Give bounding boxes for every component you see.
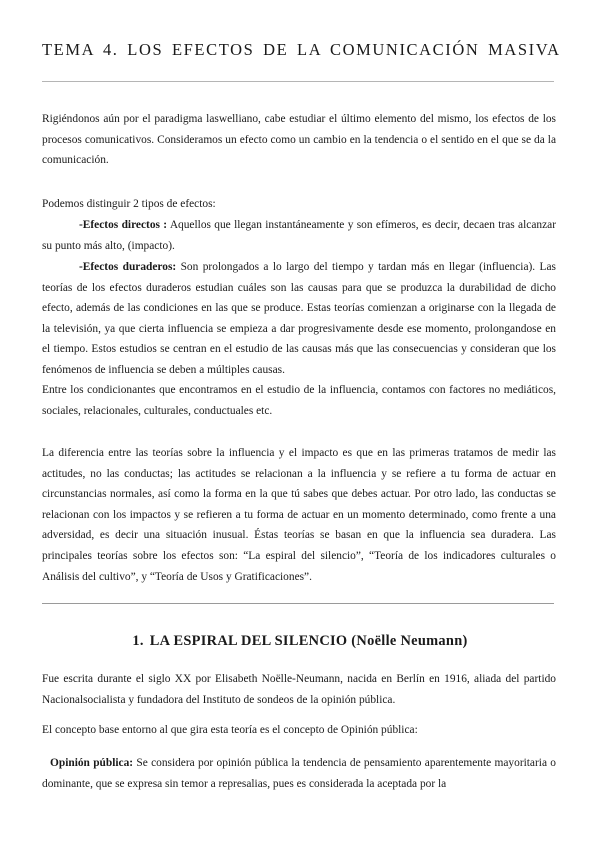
effect-types-intro: Podemos distinguir 2 tipos de efectos: — [42, 198, 216, 210]
section-paragraph-concept: El concepto base entorno al que gira esta teoría es el concepto de Opinión pública: — [42, 724, 418, 736]
opinion-text: Se considera por opinión pública la tendencia de pensamiento aparentemente mayoritaria o dominante, que se expresa sin temor a represalias, pues es considerada la aceptada por la — [42, 757, 557, 790]
difference-paragraph: La diferencia entre las teorías sobre la influencia y el impacto es que en las primeras tratamos de medir las actitudes, no las conductas; las actitudes se relacionan a la influencia y se refiere a tu forma de actuar en circunstancias normales, así como la forma en la que tú sabes que debes actuar. Por otro lado, las conductas se relacionan con los impactos y se refieren a tu forma de actuar en un momento determinado, como frente a una adversidad, es decir una situación inusual. Éstas teorías se basan en que la influencia sea duradera. Las principales teorías sobre los efectos son: “La espiral del silencio”, “Teoría de los indicadores culturales o Análisis del cultivo”, y “Teoría de Usos y Gratificaciones”. — [42, 447, 556, 583]
opinion-definition — [42, 753, 556, 794]
effect-lasting-label: -Efectos duraderos: — [79, 261, 177, 273]
section-title: LA ESPIRAL DEL SILENCIO (Noëlle Neumann) — [149, 633, 468, 649]
section-paragraph-origin: Fue escrita durante el siglo XX por Elisabeth Noëlle-Neumann, nacida en Berlín en 1916, aliada del partido Nacionalsocialista y fundadora del Instituto de sondeos de la opinión pública. — [42, 673, 556, 706]
section-heading — [0, 633, 600, 650]
effect-lasting-text: Son prolongados a lo largo del tiempo y tardan más en llegar (influencia). Las teorías de los efectos duraderos estudian cuáles son las causas para que se produzca la durabilidad de dicho efecto, además de las condiciones en las que se produce. Estas teorías comienzan a originarse con la llegada de la televisión, ya que cierta influencia se empieza a dar progresivamente desde ese momento, prolongandose en el tiempo. Estos estudios se centran en el estudio de las causas más que las consecuencias y consideran que los fenómenos de influencia se deben a múltiples causas. — [42, 261, 556, 376]
page-title: TEMA 4. LOS EFECTOS DE LA COMUNICACIÓN MASIVA — [42, 40, 561, 59]
opinion-label: Opinión pública: — [50, 757, 134, 769]
effect-direct-label: -Efectos directos : — [79, 219, 168, 231]
conditioning-paragraph: Entre los condicionantes que encontramos en el estudio de la influencia, contamos con factores no mediáticos, sociales, relacionales, culturales, conductuales etc. — [42, 384, 556, 417]
intro-paragraph: Rigiéndonos aún por el paradigma laswelliano, cabe estudiar el último elemento del mismo, los efectos de los procesos comunicativos. Consideramos un efecto como un cambio en la tendencia o el sentido en el que se da la comunicación. — [42, 113, 556, 167]
section-divider — [42, 603, 554, 604]
effect-direct-paragraph — [42, 215, 556, 256]
effect-direct-text: Aquellos que llegan instantáneamente y son efímeros, es decir, decaen tras alcanzar su punto más alto, (impacto). — [42, 219, 556, 252]
section-number: 1. — [132, 633, 144, 649]
effect-lasting-paragraph — [42, 257, 556, 381]
title-divider — [42, 81, 554, 82]
